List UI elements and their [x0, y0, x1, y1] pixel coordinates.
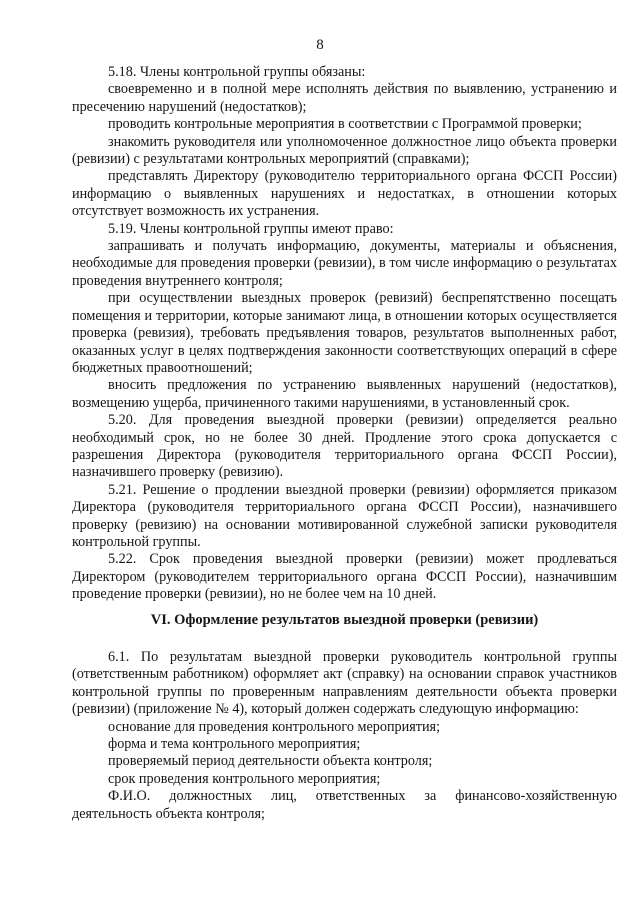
list-item: основание для проведения контрольного мероприятия; — [108, 718, 441, 735]
paragraph: 6.1. По результатам выездной проверки руководитель контрольной группы (ответственным работником) оформляет акт (справку) на основании справок участников контрольной группы по проверенным направлениям деятельности объекта проверки (ревизии) (приложение № 4), который должен содержать следующую информацию: — [72, 649, 617, 718]
paragraph: 5.19. Члены контрольной группы имеют право: — [108, 220, 394, 237]
paragraph: вносить предложения по устранению выявленных нарушений (недостатков), возмещению ущерба, причиненного такими нарушениями, в установленный срок. — [72, 377, 617, 411]
section-heading-block — [72, 612, 617, 629]
paragraph: знакомить руководителя или уполномоченное должностное лицо объекта проверки (ревизии) с результатами контрольных мероприятий (справками); — [72, 133, 617, 168]
paragraph: 5.20. Для проведения выездной проверки (ревизии) определяется реально необходимый срок, но не более 30 дней. Продление этого срока допускается с разрешения Директора (руководителя территориального органа ФССП России), назначившего проверку (ревизию). — [72, 412, 617, 481]
paragraph: 5.21. Решение о продлении выездной проверки (ревизии) оформляется приказом Директора (руководителя территориального органа ФССП России), назначившего проверку (ревизию) на основании мотивированной служебной записки руководителя контрольной группы. — [72, 481, 617, 550]
paragraph: 5.18. Члены контрольной группы обязаны: — [108, 64, 366, 80]
paragraph: своевременно и в полной мере исполнять действия по выявлению, устранению и пресечению нарушений (недостатков); — [72, 81, 617, 115]
paragraph: запрашивать и получать информацию, документы, материалы и объяснения, необходимые для проведения проверки (ревизии), в том числе информацию о результатах проведения внутреннего контроля; — [72, 238, 617, 289]
list-item: срок проведения контрольного мероприятия; — [108, 770, 381, 787]
section-5-text — [72, 64, 617, 604]
paragraph: представлять Директору (руководителю территориального органа ФССП России) информацию о выявленных нарушениях и недостатках, в отношении которых отсутствует возможность их устранения. — [72, 168, 617, 220]
list-item: проверяемый период деятельности объекта контроля; — [108, 753, 433, 770]
paragraph: 5.22. Срок проведения выездной проверки (ревизии) может продлеваться Директором (руководителем территориального органа ФССП России), назначившим проведение проверки (ревизии), но не более чем на 10 дней. — [72, 551, 617, 603]
section-heading: VI. Оформление результатов выездной проверки (ревизии) — [150, 612, 539, 628]
section-6-text — [72, 649, 617, 823]
page-number: 8 — [316, 37, 324, 53]
list-item: Ф.И.О. должностных лиц, ответственных за финансово-хозяйственную деятельность объекта контроля; — [72, 788, 617, 822]
paragraph: при осуществлении выездных проверок (ревизий) беспрепятственно посещать помещения и территории, которые занимают лица, в отношении которых осуществляется проверка (ревизия), требовать предъявления товаров, результатов выполненных работ, оказанных услуг в целях подтверждения законности соответствующих операций в сфере бюджетных правоотношений; — [72, 290, 617, 376]
list-item: форма и тема контрольного мероприятия; — [108, 736, 361, 753]
paragraph: проводить контрольные мероприятия в соответствии с Программой проверки; — [108, 116, 582, 133]
